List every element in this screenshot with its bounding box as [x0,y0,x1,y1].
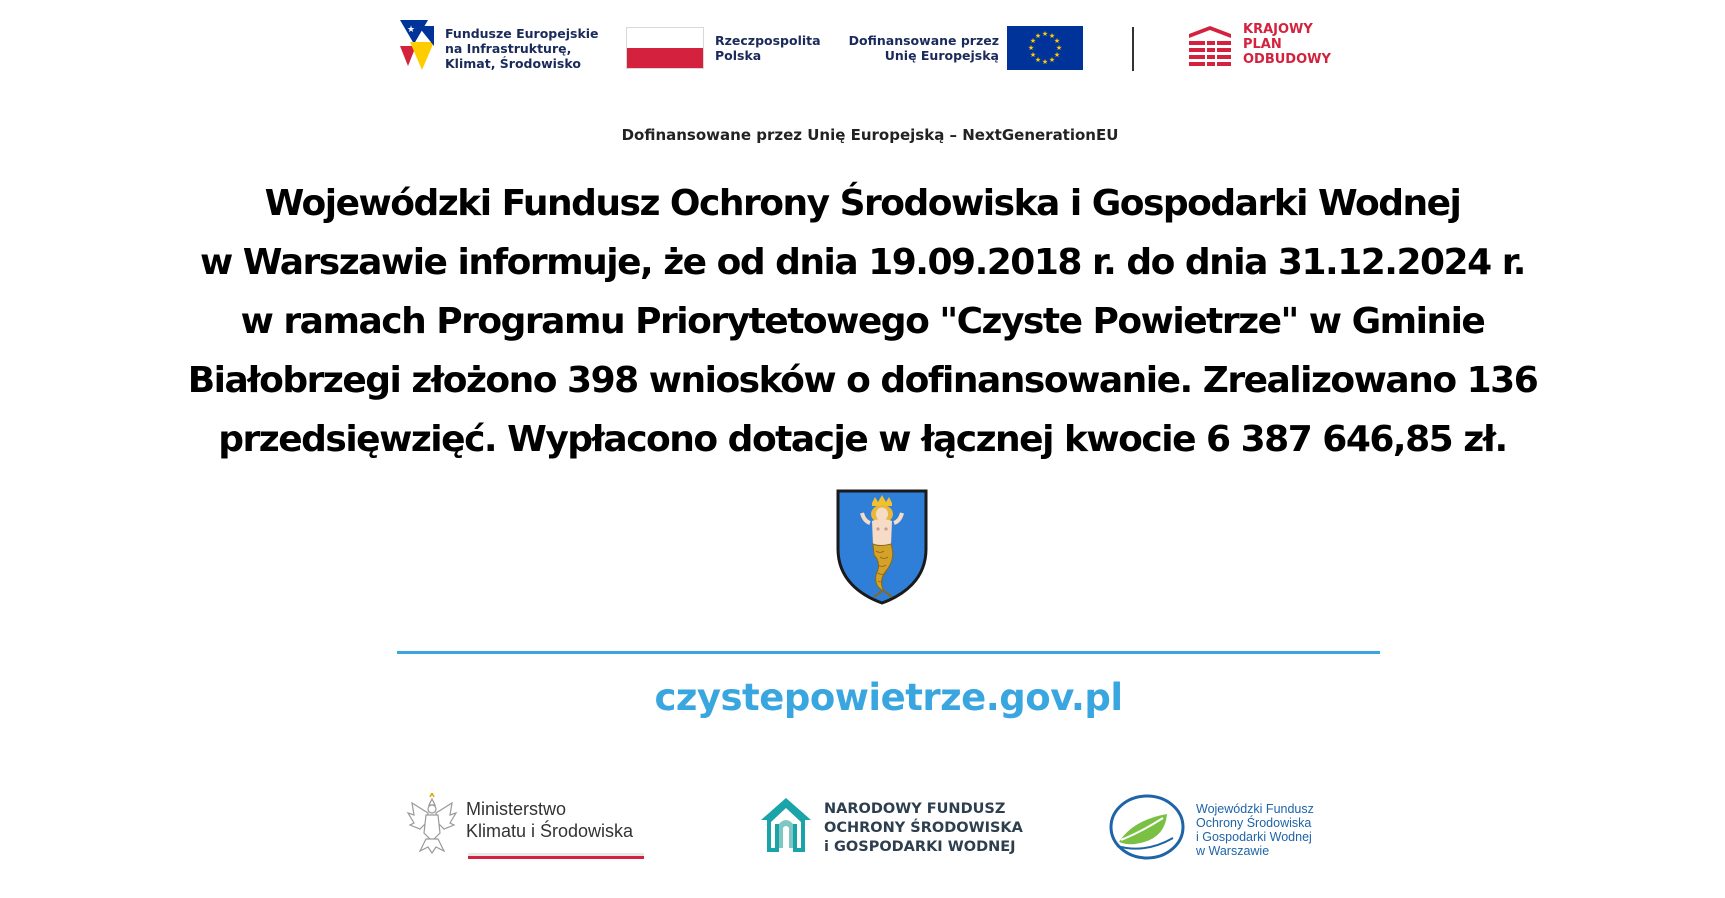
nfosigw-logo [757,794,815,856]
svg-text:★: ★ [1053,51,1061,59]
svg-text:★: ★ [1034,56,1042,64]
kpo-logo [1185,24,1235,70]
rp-line: Rzeczpospolita [715,33,821,48]
announcement-line: Wojewódzki Fundusz Ochrony Środowiska i Gospodarki Wodnej [264,183,1461,224]
svg-text:★: ★ [1041,30,1049,38]
announcement-text [100,174,1625,469]
eu-flag [1007,26,1083,70]
eu-line: Unię Europejską [884,48,999,63]
fe-line: Klimat, Środowisko [445,56,581,71]
fundusze-europejskie-logo [398,16,438,74]
svg-text:★: ★ [1055,44,1063,52]
bialobrzegi-coat-of-arms [834,487,930,605]
fe-line: na Infrastrukturę, [445,41,572,56]
nextgen-caption: Dofinansowane przez Unię Europejską – NextGenerationEU [621,126,1119,144]
mks-flag-stripe [468,853,644,859]
nfos-line: NARODOWY FUNDUSZ [824,801,1006,817]
wf-line: w Warszawie [1196,844,1270,858]
kpo-line: ODBUDOWY [1243,52,1331,67]
fe-logo-text [445,26,599,71]
announcement-line: przedsięwzięć. Wypłacono dotacje w łącznej kwocie 6 387 646,85 zł. [218,419,1507,460]
polish-flag [626,27,704,69]
nfos-line: i GOSPODARKI WODNEJ [824,839,1016,855]
rp-line: Polska [715,48,762,63]
svg-text:★: ★ [1027,44,1035,52]
svg-text:★: ★ [1048,56,1056,64]
kpo-line: PLAN [1243,37,1282,52]
mks-line: Klimatu i Środowiska [466,821,634,841]
wfosigw-logo [1107,792,1187,862]
polish-eagle-emblem [404,793,460,857]
svg-text:★: ★ [407,25,416,35]
wf-line: i Gospodarki Wodnej [1196,830,1312,844]
kpo-logo-text [1243,22,1331,67]
kpo-line: KRAJOWY [1243,22,1313,37]
announcement-line: w ramach Programu Priorytetowego "Czyste Powietrze" w Gminie [240,301,1485,342]
svg-text:★: ★ [1041,58,1049,66]
svg-text:★: ★ [1048,32,1056,40]
announcement-line: Białobrzegi złożono 398 wniosków o dofinansowanie. Zrealizowano 136 [187,360,1538,401]
nfos-line: OCHRONY ŚRODOWISKA [824,820,1023,836]
svg-text:★: ★ [1029,51,1037,59]
wf-logo-text [1196,802,1314,858]
svg-text:★: ★ [1034,32,1042,40]
eu-line: Dofinansowane przez [848,33,999,48]
svg-text:★: ★ [1053,37,1061,45]
fe-line: Fundusze Europejskie [445,26,599,41]
mks-line: Ministerstwo [466,799,567,819]
mks-logo-text [466,798,633,842]
announcement-line: w Warszawie informuje, że od dnia 19.09.2018 r. do dnia 31.12.2024 r. [200,242,1525,283]
banner-divider [1132,27,1134,71]
svg-text:★: ★ [1029,37,1037,45]
wf-line: Ochrony Środowiska [1196,816,1312,830]
wf-line: Wojewódzki Fundusz [1196,802,1314,816]
website-link[interactable]: czystepowietrze.gov.pl [654,676,1123,719]
rp-logo-text [715,33,821,63]
eu-logo-text [847,33,999,63]
website-divider [397,651,1380,654]
nfos-logo-text [824,800,1023,857]
funding-banner [385,0,1355,155]
